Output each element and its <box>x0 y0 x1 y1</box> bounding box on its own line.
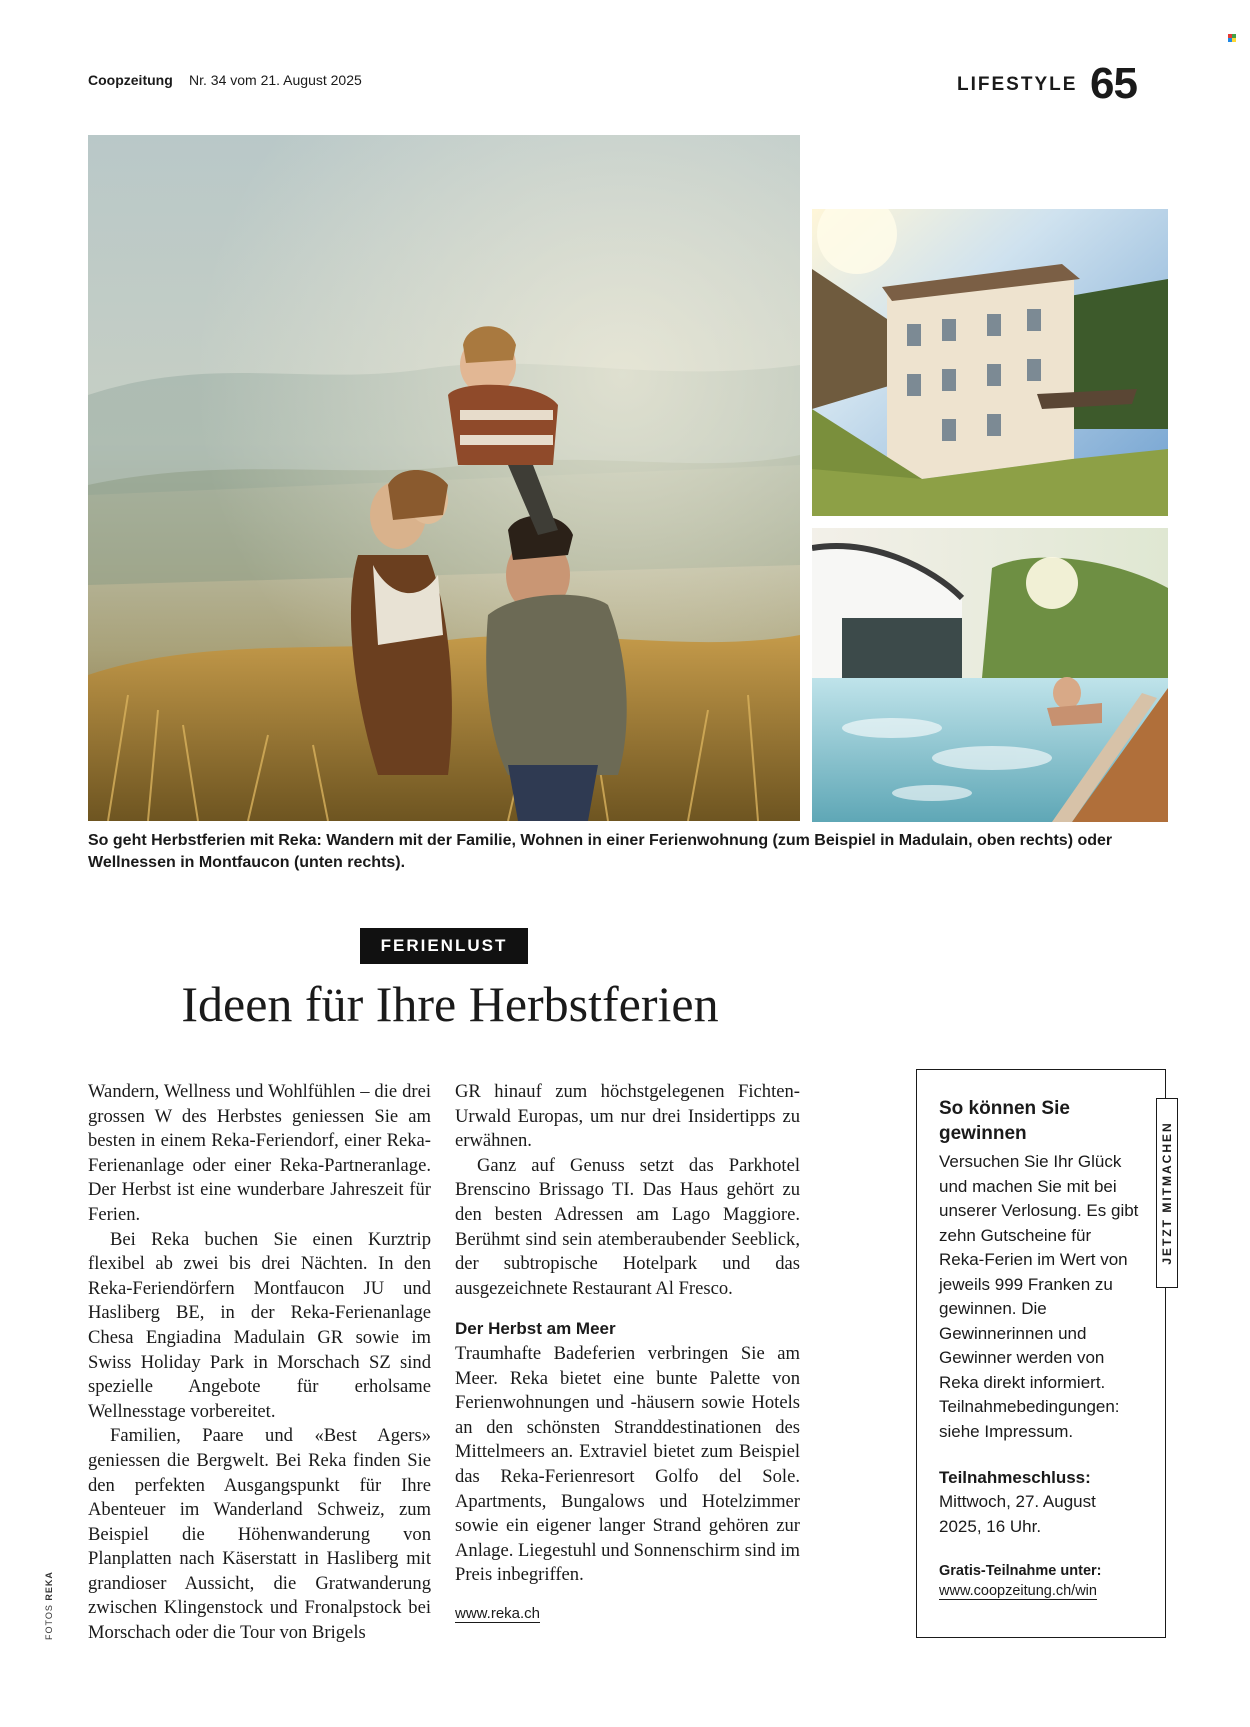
article-paragraph: Bei Reka buchen Sie einen Kurztrip flexibel ab zwei bis drei Nächten. In den Reka-Feriendörfern Montfaucon JU und Hasliberg BE, in der Reka-Ferienanlage Chesa Engiadina Madulain GR sowie im Swiss Holiday Park in Morschach SZ sind spezielle Angebote für erholsame Wellnesstage vorbereitet. <box>88 1228 431 1422</box>
article-paragraph: Familien, Paare und «Best Agers» geniessen die Bergwelt. Bei Reka finden Sie den perfekten Ausgangspunkt für Ihre Abenteuer im Wanderland Schweiz, zum Beispiel die Höhenwanderung von Planplatten nach Käserstatt in Hasliberg mit grandioser Aussicht, die Gratwanderung zwischen Klingenstock und Fronalpstock bei Morschach oder die Tour von Brigels <box>88 1425 431 1644</box>
article-column-1 <box>88 1080 431 1646</box>
contest-cta: Gratis-Teilnahme unter: <box>939 1563 1102 1579</box>
contest-tab <box>1156 1098 1178 1288</box>
photo-credit-label: FOTOS <box>44 1604 54 1640</box>
section-title: LIFESTYLE <box>957 74 1078 95</box>
article-paragraph: Wandern, Wellness und Wohlfühlen – die drei grossen W des Herbstes geniessen Sie am besten in einem Reka-Feriendorf, einer Reka-Ferienanlage oder einer Reka-Partneranlage. Der Herbst ist eine wunderbare Jahreszeit für Ferien. <box>88 1081 431 1225</box>
photo-credit <box>44 1571 54 1640</box>
issue-date: Nr. 34 vom 21. August 2025 <box>189 72 362 88</box>
article-paragraph: GR hinauf zum höchstgelegenen Fichten-Urwald Europas, um nur drei Insidertipps zu erwähnen. <box>455 1081 800 1152</box>
contest-url-text[interactable]: www.coopzeitung.ch/win <box>939 1583 1097 1599</box>
photo-caption: So geht Herbstferien mit Reka: Wandern mit der Familie, Wohnen in einer Ferienwohnung (zum Beispiel in Madulain, oben rechts) oder Wellnessen in Montfaucon (unten rechts). <box>88 832 1113 871</box>
page-number: 65 <box>1090 59 1137 108</box>
contest-body: Versuchen Sie Ihr Glück und machen Sie mit bei unserer Verlosung. Es gibt zehn Gutscheine für Reka-Ferien im Wert von jeweils 999 Franken zu gewinnen. Die Gewinnerinnen und Gewinner werden von Reka direkt informiert. Teilnahmebedingungen: siehe Impressum. <box>939 1152 1139 1441</box>
article-column-2 <box>455 1080 800 1626</box>
contest-deadline: Mittwoch, 27. August 2025, 16 Uhr. <box>939 1492 1096 1536</box>
photo-madulain-house <box>812 209 1168 516</box>
article-paragraph: Traumhafte Badeferien verbringen Sie am Meer. Reka bietet eine bunte Palette von Ferienwohnungen und -häusern sowie Hotels an den schönsten Stranddestinationen des Mittelmeers an. Extraviel bietet zum Beispiel das Reka-Ferienresort Golfo del Sole. Apartments, Bungalows und Hotelzimmer sowie ein eigener langer Strand gehören zur Anlage. Liegestuhl und Sonnenschirm sind im Preis inbegriffen. <box>455 1342 800 1586</box>
main-photo-family-hike <box>88 135 800 821</box>
article-kicker: FERIENLUST <box>360 928 528 964</box>
reka-link-text[interactable]: www.reka.ch <box>455 1604 541 1622</box>
contest-box <box>916 1069 1166 1638</box>
article-subhead: Der Herbst am Meer <box>455 1319 616 1339</box>
contest-deadline-label: Teilnahmeschluss: <box>939 1468 1091 1487</box>
color-mark-icon <box>1228 34 1236 42</box>
photo-credit-source: REKA <box>44 1571 54 1601</box>
contest-url-link[interactable] <box>939 1581 1139 1601</box>
photo-montfaucon-wellness <box>812 528 1168 822</box>
article-headline: Ideen für Ihre Herbstferien <box>181 976 719 1032</box>
publication-name: Coopzeitung <box>88 72 173 88</box>
reka-link[interactable] <box>455 1602 800 1627</box>
contest-title: So können Sie gewinnen <box>939 1098 1070 1144</box>
contest-tab-label: JETZT MITMACHEN <box>1160 1121 1174 1265</box>
article-paragraph: Ganz auf Genuss setzt das Parkhotel Brenscino Brissago TI. Das Haus gehört zu den besten Adressen am Lago Maggiore. Berühmt sind sein atemberaubender Seeblick, der subtropische Hotelpark und das ausgezeichnete Restaurant Al Fresco. <box>455 1154 800 1299</box>
